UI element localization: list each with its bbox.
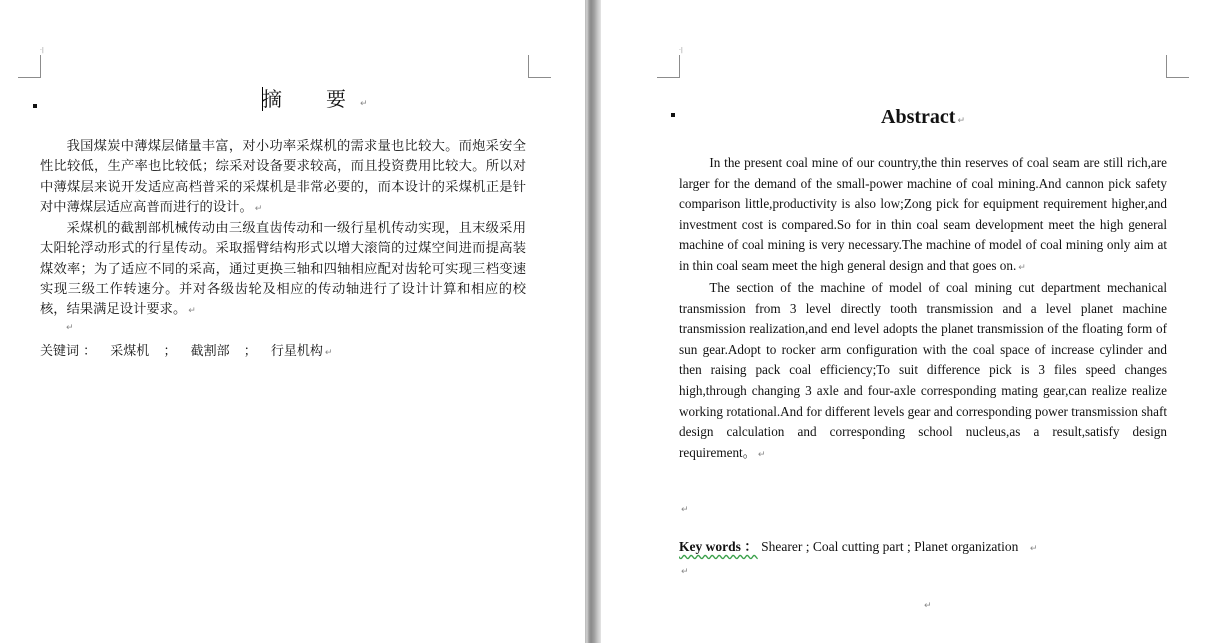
paragraph-mark-icon: ↵: [924, 601, 932, 611]
title-text: Abstract: [881, 106, 956, 128]
paragraph-text: 采煤机的截割部机械传动由三级直齿传动和一级行星机传动实现，且末级采用太阳轮浮动形式的行星传动。采取摇臂结构形式以增大滚筒的过煤空间进而提高装煤效率；为了适应不同的采高，通过更换三轴和四轴相应配对齿轮可实现三档变速实现三级工作转速分。并对各级齿轮及相应的传动轴进行了设计计算和相应的校核，结果满足设计要求。: [40, 221, 526, 318]
crop-mark-top-right: [1166, 55, 1189, 78]
paragraph-mark-icon: ↵: [681, 505, 689, 515]
keyword: 采煤机: [110, 344, 150, 359]
paragraph-text: 我国煤炭中薄煤层储量丰富，对小功率采煤机的需求量也比较大。而炮采安全性比较低，生产率也比较低；综采对设备要求较高，而且投资费用比较大。所以对中薄煤层来说开发适应高档普采的采煤机是非常必要的，而本设计的采煤机正是针对中薄煤层适应高普而进行的设计。: [40, 139, 526, 215]
bullet-square: [33, 104, 37, 108]
keywords-label: Key words ：: [679, 539, 758, 554]
keywords-text: Shearer ; Coal cutting part ; Planet organization: [761, 539, 1019, 554]
paragraph: [40, 137, 526, 219]
paragraph-mark-icon: ↵: [254, 203, 263, 214]
paragraph: [40, 219, 526, 321]
keywords-line[interactable]: [679, 537, 1179, 559]
paragraph-mark-icon: ↵: [757, 449, 766, 460]
paragraph-mark-icon: ↵: [957, 116, 965, 126]
paragraph-mark-icon: ↵: [324, 348, 333, 358]
keyword-separator: ；: [163, 344, 177, 359]
paragraph-mark-icon: ↵: [66, 323, 74, 333]
paragraph-mark-icon: ↵: [681, 567, 689, 577]
paragraph-text: The section of the machine of model of coal mining cut department mechanical transmission from 3 level directly tooth transmission and a level planet machine transmission realization,and end level adopts the planet transmission of the floating form of sun gear.Adopt to rocker arm configuration with the coal space of increase cylinder and then raising pack coal efficiency;To suit difference pick is 3 files speed changes high,through changing 3 axle and four-axle corresponding mating gear,can realize realize working rotational.And for different levels gear and corresponding power transmission shaft design calculation and corresponding school nucleus,as a result,satisfy design requirement。: [679, 280, 1167, 460]
bullet-square: [671, 113, 675, 117]
right-page: [601, 0, 1215, 643]
keyword-separator: ；: [243, 344, 257, 359]
page-title[interactable]: [881, 104, 1001, 134]
paragraph-mark-icon: ↵: [360, 99, 368, 109]
keywords-line[interactable]: [40, 342, 530, 363]
english-abstract-body[interactable]: [679, 153, 1167, 465]
title-text: 摘 要: [262, 87, 358, 111]
crop-mark-top-right: [528, 55, 551, 78]
paragraph-mark-icon: ↵: [1029, 544, 1038, 554]
keyword: 截割部: [190, 344, 230, 359]
paragraph-mark-icon: ↵: [1018, 262, 1026, 273]
crop-mark-top-left: [657, 55, 680, 78]
corner-mark: ·|: [40, 47, 44, 54]
corner-mark: ·|: [679, 47, 683, 54]
chinese-abstract-body[interactable]: [40, 137, 526, 322]
keyword: 行星机构: [270, 344, 323, 359]
left-page: [0, 0, 585, 643]
crop-mark-top-left: [18, 55, 41, 78]
paragraph-text: In the present coal mine of our country,the thin reserves of coal seam are still rich,are larger for the demand of the small-power machine of coal mining.And cannon pick safety comparison little,productivity is also low;Zong pick for equipment requirement higher,and investment cost is compared.So for in thin coal seam development meet the high general machine of coal mining is very necessary.The machine of model of coal mining only aim at in thin coal seam meet the high general design and that goes on.: [679, 155, 1167, 273]
keywords-label: 关键词 ：: [40, 344, 97, 359]
page-title[interactable]: [262, 86, 368, 117]
paragraph: [679, 153, 1167, 278]
paragraph-mark-icon: ↵: [188, 306, 196, 317]
paragraph: [679, 278, 1167, 465]
page-gutter: [585, 0, 601, 643]
